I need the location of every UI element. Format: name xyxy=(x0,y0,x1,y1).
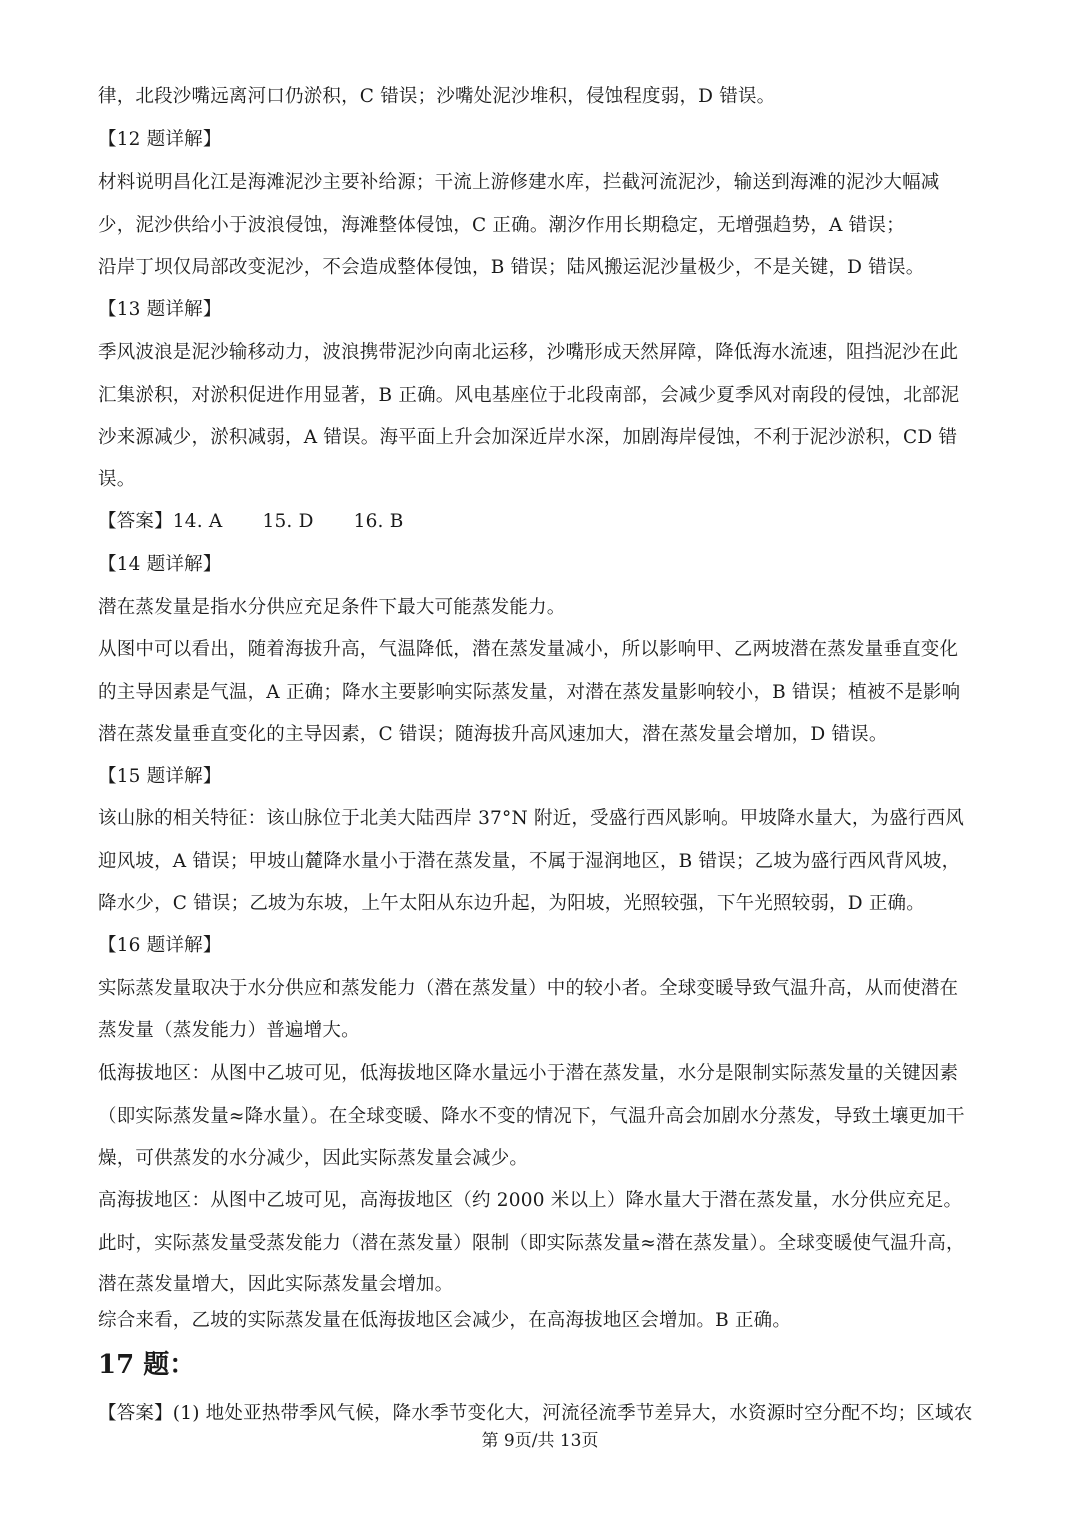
text-line: 【答案】(1) 地处亚热带季风气候，降水季节变化大，河流径流季节差异大，水资源时空分配不均；区域农 xyxy=(98,1403,973,1424)
text-line: 少，泥沙供给小于波浪侵蚀，海滩整体侵蚀，C 正确。潮汐作用长期稳定，无增强趋势，A 错误； xyxy=(98,215,905,236)
text-line: 材料说明昌化江是海滩泥沙主要补给源；干流上游修建水库，拦截河流泥沙，输送到海滩的泥沙大幅减 xyxy=(98,172,940,193)
text-line: 综合来看，乙坡的实际蒸发量在低海拔地区会减少，在高海拔地区会增加。B 正确。 xyxy=(98,1310,792,1331)
text-line: 迎风坡，A 错误；甲坡山麓降水量小于潜在蒸发量，不属于湿润地区，B 错误；乙坡为盛行西风背风坡， xyxy=(98,851,961,872)
subsection-heading: 【12 题详解】 xyxy=(98,129,222,150)
subsection-heading: 【13 题详解】 xyxy=(98,299,222,320)
answer-15: 15. D xyxy=(262,511,314,532)
text-line: （即实际蒸发量≈降水量）。在全球变暖、降水不变的情况下，气温升高会加剧水分蒸发，导致土壤更加干 xyxy=(98,1106,965,1127)
text-line: 实际蒸发量取决于水分供应和蒸发能力（潜在蒸发量）中的较小者。全球变暖导致气温升高，从而使潜在 xyxy=(98,978,959,999)
text-line: 潜在蒸发量是指水分供应充足条件下最大可能蒸发能力。 xyxy=(98,597,566,618)
text-line: 降水少，C 错误；乙坡为东坡，上午太阳从东边升起，为阳坡，光照较强，下午光照较弱，D 正确。 xyxy=(98,893,925,914)
text-line: 潜在蒸发量增大，因此实际蒸发量会增加。 xyxy=(98,1274,454,1295)
text-line: 误。 xyxy=(98,469,136,490)
answer-16: 16. B xyxy=(353,511,404,532)
subsection-heading: 【14 题详解】 xyxy=(98,554,222,575)
text-line: 律，北段沙嘴远离河口仍淤积，C 错误；沙嘴处泥沙堆积，侵蚀程度弱，D 错误。 xyxy=(98,86,776,107)
subsection-heading: 【16 题详解】 xyxy=(98,935,222,956)
text-line: 沙来源减少，淤积减弱，A 错误。海平面上升会加深近岸水深，加剧海岸侵蚀，不利于泥沙淤积，CD 错 xyxy=(98,427,958,448)
answer-14: 【答案】14. A xyxy=(98,511,223,532)
text-line: 低海拔地区：从图中乙坡可见，低海拔地区降水量远小于潜在蒸发量，水分是限制实际蒸发量的关键因素 xyxy=(98,1063,959,1084)
text-line: 该山脉的相关特征：该山脉位于北美大陆西岸 37°N 附近，受盛行西风影响。甲坡降水量大，为盛行西风 xyxy=(98,808,965,829)
text-line: 的主导因素是气温，A 正确；降水主要影响实际蒸发量，对潜在蒸发量影响较小，B 错误；植被不是影响 xyxy=(98,682,961,703)
text-line: 潜在蒸发量垂直变化的主导因素，C 错误；随海拔升高风速加大，潜在蒸发量会增加，D 错误。 xyxy=(98,724,888,745)
text-line: 从图中可以看出，随着海拔升高，气温降低，潜在蒸发量减小，所以影响甲、乙两坡潜在蒸发量垂直变化 xyxy=(98,639,959,660)
answer-row xyxy=(98,510,998,534)
text-line: 蒸发量（蒸发能力）普遍增大。 xyxy=(98,1020,360,1041)
text-line: 此时，实际蒸发量受蒸发能力（潜在蒸发量）限制（即实际蒸发量≈潜在蒸发量）。全球变暖使气温升高， xyxy=(98,1233,965,1254)
text-line: 季风波浪是泥沙输移动力，波浪携带泥沙向南北运移，沙嘴形成天然屏障，降低海水流速，阻挡泥沙在此 xyxy=(98,342,959,363)
text-line: 高海拔地区：从图中乙坡可见，高海拔地区（约 2000 米以上）降水量大于潜在蒸发量，水分供应充足。 xyxy=(98,1190,963,1211)
page-footer: 第 9页/共 13页 xyxy=(481,1431,599,1451)
subsection-heading: 【15 题详解】 xyxy=(98,766,222,787)
text-line: 沿岸丁坝仅局部改变泥沙，不会造成整体侵蚀，B 错误；陆风搬运泥沙量极少，不是关键，D 错误。 xyxy=(98,257,925,278)
text-line: 燥，可供蒸发的水分减少，因此实际蒸发量会减少。 xyxy=(98,1148,529,1169)
question-heading: 17 题： xyxy=(98,1350,196,1380)
text-line: 汇集淤积，对淤积促进作用显著，B 正确。风电基座位于北段南部，会减少夏季风对南段的侵蚀，北部泥 xyxy=(98,385,960,406)
